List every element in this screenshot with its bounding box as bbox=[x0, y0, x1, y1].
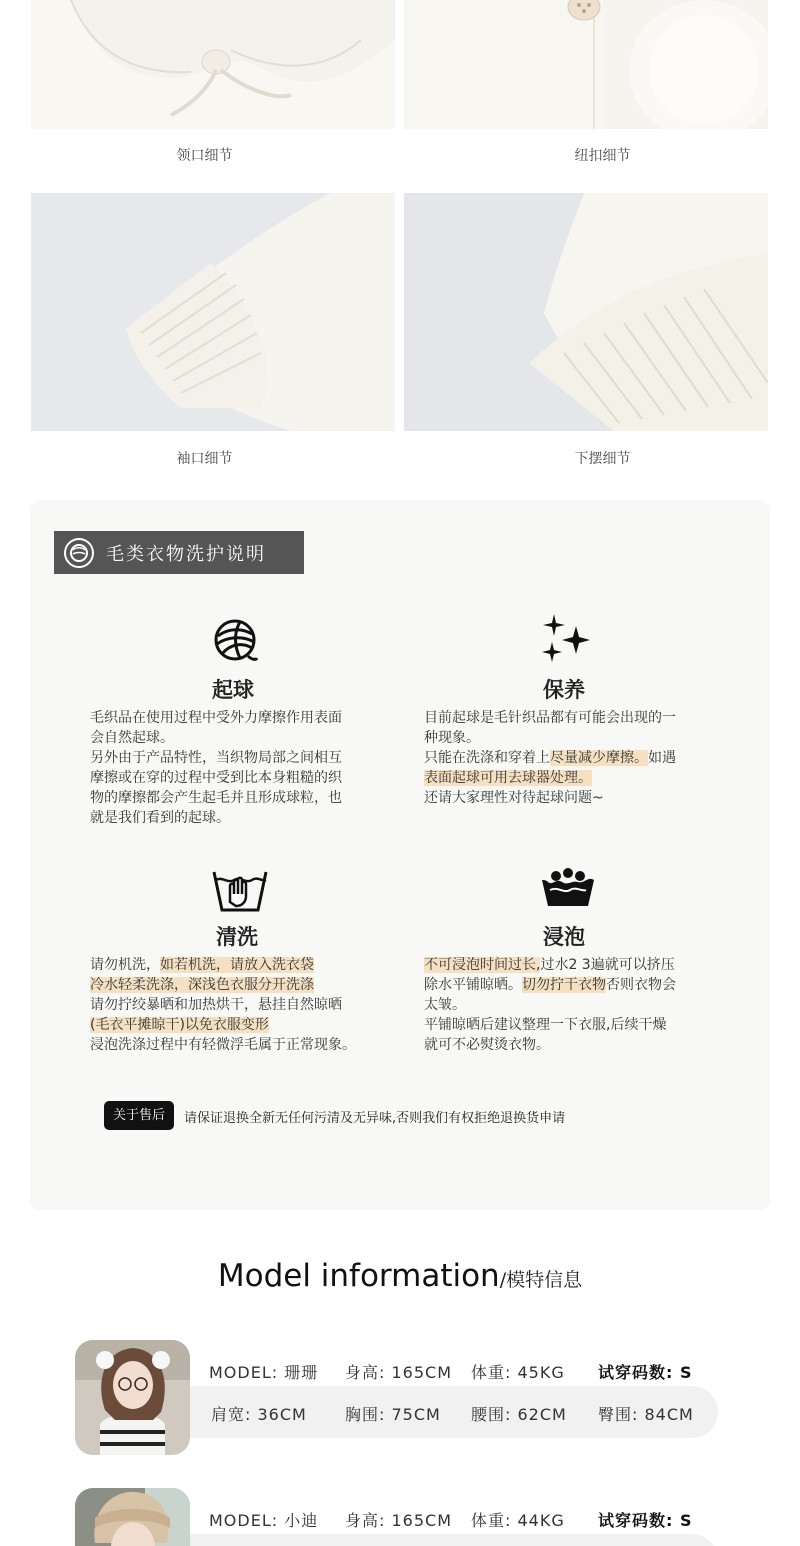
washing-highlight: (毛衣平摊晾干)以免衣服变形 bbox=[90, 1017, 269, 1033]
soaking-highlight: 不可浸泡时间过长, bbox=[424, 957, 541, 973]
maintenance-line: 种现象。 bbox=[424, 730, 480, 746]
model-size: 试穿码数: S bbox=[598, 1511, 693, 1530]
pilling-line: 会自然起球。 bbox=[90, 730, 174, 746]
pilling-line: 毛织品在使用过程中受外力摩擦作用表面 bbox=[90, 710, 342, 726]
pilling-title: 起球 bbox=[212, 678, 254, 702]
model-info-title-en: Model information bbox=[217, 1258, 500, 1294]
maintenance-highlight: 尽量减少摩擦。 bbox=[550, 750, 648, 766]
washing-title: 清洗 bbox=[216, 925, 258, 949]
model-info-title-zh: /模特信息 bbox=[499, 1269, 583, 1291]
cuff-detail-caption: 袖口细节 bbox=[176, 451, 233, 467]
pilling-line: 另外由于产品特性，当织物局部之间相互 bbox=[90, 750, 342, 766]
soaking-line: 就可不必熨烫衣物。 bbox=[424, 1037, 550, 1053]
pilling-line: 摩擦或在穿的过程中受到比本身粗糙的织 bbox=[90, 770, 342, 786]
soaking-text-part: 否则衣物会 bbox=[606, 977, 676, 993]
maintenance-text-part: 只能在洗涤和穿着上 bbox=[424, 750, 550, 766]
maintenance-text-part: 如遇 bbox=[648, 750, 676, 766]
hand-wash-icon bbox=[212, 866, 268, 912]
soaking-highlight: 切勿拧干衣物 bbox=[522, 977, 606, 993]
model-weight: 体重: 44KG bbox=[471, 1511, 565, 1530]
maintenance-text bbox=[424, 708, 716, 808]
avatar bbox=[75, 1488, 190, 1546]
care-banner-title: 毛类衣物洗护说明 bbox=[106, 543, 266, 565]
care-banner bbox=[54, 531, 304, 574]
collar-detail-photo bbox=[31, 0, 395, 129]
collar-detail-caption: 领口细节 bbox=[176, 148, 233, 164]
washing-highlight: 冷水轻柔洗涤，深浅色衣服分开洗涤 bbox=[90, 977, 314, 993]
washing-text-part: 请勿机洗， bbox=[90, 957, 160, 973]
soaking-line bbox=[424, 975, 716, 995]
hem-detail-caption: 下摆细节 bbox=[574, 451, 631, 467]
maintenance-line: 还请大家理性对待起球问题~ bbox=[424, 790, 604, 806]
model-bust: 胸围: 75CM bbox=[345, 1405, 441, 1424]
model-waist: 腰围: 62CM bbox=[471, 1405, 567, 1424]
washing-text bbox=[90, 955, 382, 1055]
yarn-ball-icon bbox=[212, 618, 258, 664]
after-sales-text: 请保证退换全新无任何污清及无异味,否则我们有权拒绝退换货申请 bbox=[184, 1111, 566, 1126]
soaking-line: 太皱。 bbox=[424, 997, 466, 1013]
model-height: 身高: 165CM bbox=[345, 1363, 452, 1382]
maintenance-title: 保养 bbox=[543, 678, 585, 702]
pilling-line: 物的摩擦都会产生起毛并且形成球粒，也 bbox=[90, 790, 342, 806]
model-name: MODEL: 珊珊 bbox=[209, 1363, 319, 1382]
soaking-text-part: 除水平铺晾晒。 bbox=[424, 977, 522, 993]
soaking-line: 平铺晾晒后建议整理一下衣服,后续干燥 bbox=[424, 1017, 667, 1033]
washing-line: 浸泡洗涤过程中有轻微浮毛属于正常现象。 bbox=[90, 1037, 356, 1053]
yarn-ball-icon bbox=[64, 538, 94, 568]
model-height: 身高: 165CM bbox=[345, 1511, 452, 1530]
button-detail-caption: 纽扣细节 bbox=[574, 148, 631, 164]
washing-highlight: 如若机洗，请放入洗衣袋 bbox=[160, 957, 314, 973]
soaking-text bbox=[424, 955, 716, 1055]
maintenance-line bbox=[424, 748, 716, 768]
pilling-text bbox=[90, 708, 382, 828]
washing-line bbox=[90, 955, 382, 975]
wool-care-card bbox=[30, 500, 770, 1210]
model-size: 试穿码数: S bbox=[598, 1363, 693, 1382]
pilling-line: 就是我们看到的起球。 bbox=[90, 810, 230, 826]
cuff-detail-photo bbox=[31, 193, 395, 431]
model-weight: 体重: 45KG bbox=[471, 1363, 565, 1382]
model-shoulder: 肩宽: 36CM bbox=[211, 1405, 307, 1424]
model-name: MODEL: 小迪 bbox=[209, 1511, 319, 1530]
hem-detail-photo bbox=[404, 193, 768, 431]
button-detail-photo bbox=[404, 0, 768, 129]
soaking-line bbox=[424, 955, 716, 975]
sparkle-icon bbox=[540, 612, 594, 666]
maintenance-line: 目前起球是毛针织品都有可能会出现的一 bbox=[424, 710, 676, 726]
washing-line: 请勿拧绞暴晒和加热烘干，悬挂自然晾晒 bbox=[90, 997, 342, 1013]
maintenance-highlight: 表面起球可用去球器处理。 bbox=[424, 770, 592, 786]
soaking-text-part: 过水2 3遍就可以挤压 bbox=[540, 957, 675, 973]
after-sales-badge: 关于售后 bbox=[104, 1101, 174, 1130]
soaking-title: 浸泡 bbox=[543, 925, 585, 949]
model-hip: 臀围: 84CM bbox=[598, 1405, 694, 1424]
model-info-heading bbox=[0, 1258, 800, 1294]
avatar bbox=[75, 1340, 190, 1455]
soak-basin-icon bbox=[540, 868, 596, 908]
model-measurement-strip bbox=[110, 1534, 718, 1546]
